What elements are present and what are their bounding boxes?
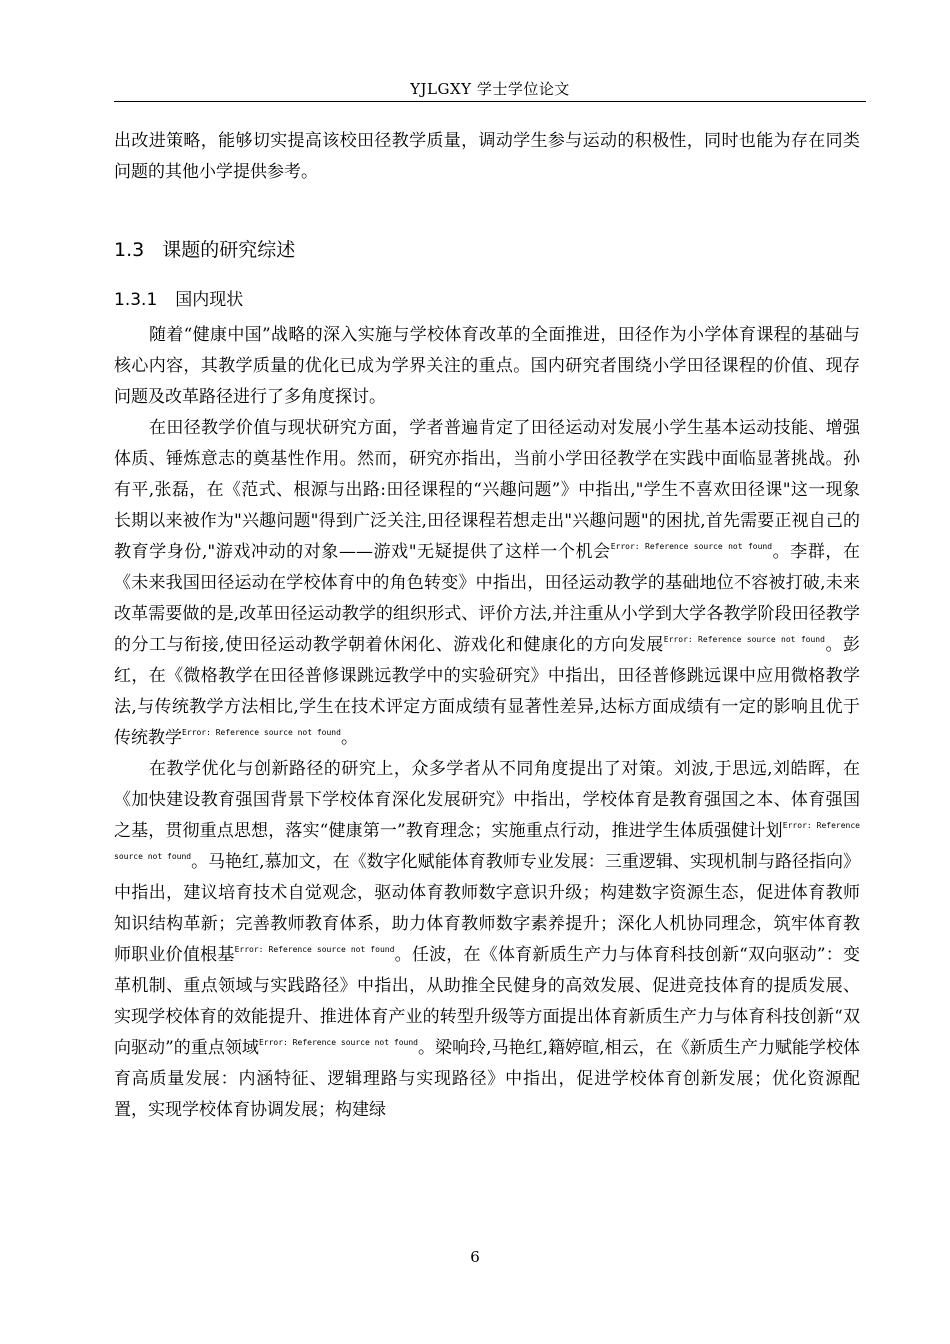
- citation-error-ref: Error: Reference source not found: [610, 542, 773, 551]
- citation-error-ref: Error: Reference source not found: [182, 728, 341, 737]
- paragraph-2: [114, 413, 860, 754]
- paragraph-2-text-3: 。彭红，在《微格教学在田径普修课跳远教学中的实验研究》中指出，田径普修跳远课中应用微格教学法,与传统教学方法相比,学生在技术评定方面成绩有显著性差异,达标方面成绩有一定的影响且优于传统教学: [114, 635, 861, 748]
- citation-error-ref: Error: Reference source not found: [258, 1038, 418, 1047]
- paragraph-3-text-3: 。任波，在《体育新质生产力与体育科技创新“双向驱动”：变革机制、重点领域与实践路径》中指出，从助推全民健身的高效发展、促进竞技体育的提质发展、实现学校体育的效能提升、推进体育产业的转型升级等方面提出体育新质生产力与体育科技创新“双向驱动”的重点领域: [114, 945, 861, 1058]
- section-heading: [114, 230, 860, 270]
- paragraph-3-text-1: 在教学优化与创新路径的研究上，众多学者从不同角度提出了对策。刘波,于思远,刘皓晖，在《加快建设教育强国背景下学校体育深化发展研究》中指出，学校体育是教育强国之本、体育强国之基，贯彻重点思想，落实“健康第一”教育理念；实施重点行动，推进学生体质强健计划: [114, 759, 860, 841]
- section-title: 课题的研究综述: [162, 239, 296, 261]
- subsection-title: 国内现状: [175, 290, 244, 310]
- intro-paragraph: 出改进策略，能够切实提高该校田径教学质量，调动学生参与运动的积极性，同时也能为存在同类问题的其他小学提供参考。: [114, 131, 860, 182]
- subsection-heading: [114, 282, 860, 318]
- paragraph-3-text-4: 。梁响玲,马艳红,籍婷暄,相云，在《新质生产力赋能学校体育高质量发展：内涵特征、逻辑理路与实现路径》中指出，促进学校体育创新发展；优化资源配置，实现学校体育协调发展；构建绿: [114, 1038, 860, 1120]
- running-header: YJLGXY 学士学位论文: [410, 80, 570, 98]
- citation-error-ref: Error: Reference source not found: [234, 945, 395, 954]
- paragraph-2-text-2: 。李群，在《未来我国田径运动在学校体育中的角色转变》中指出，田径运动教学的基础地位不容被打破,未来改革需要做的是,改革田径运动教学的组织形式、评价方法,并注重从小学到大学各教学阶段田径教学的分工与衔接,使田径运动教学朝着休闲化、游戏化和健康化的方向发展: [114, 542, 861, 655]
- section-number: 1.3: [114, 239, 145, 261]
- paragraph-1: 随着“健康中国”战略的深入实施与学校体育改革的全面推进，田径作为小学体育课程的基础与核心内容，其教学质量的优化已成为学界关注的重点。国内研究者围绕小学田径课程的价值、现存问题及改革路径进行了多角度探讨。: [114, 325, 860, 407]
- page-body: [114, 126, 860, 1126]
- citation-error-ref: Error: Reference source not found: [663, 635, 825, 644]
- paragraph-2-text-1: 在田径教学价值与现状研究方面，学者普遍肯定了田径运动对发展小学生基本运动技能、增强体质、锤炼意志的奠基性作用。然而，研究亦指出，当前小学田径教学在实践中面临显著挑战。孙有平,张磊，在《范式、根源与出路:田径课程的“兴趣问题”》中指出,"学生不喜欢田径课"这一现象长期以来被作为"兴趣问题"得到广泛关注,田径课程若想走出"兴趣问题"的困扰,首先需要正视自己的教育学身份,"游戏冲动的对象——游戏"无疑提供了这样一个机会: [114, 418, 860, 562]
- paragraph-2-text-4: 。: [340, 728, 358, 748]
- page-number: 6: [470, 1248, 480, 1266]
- citation-error-ref: Error: Reference source not found: [114, 821, 860, 861]
- header-rule: [114, 101, 866, 102]
- paragraph-3-text-2: 。马艳红,慕加文，在《数字化赋能体育教师专业发展：三重逻辑、实现机制与路径指向》中指出，建议培育技术自觉观念，驱动体育教师数字意识升级；构建数字资源生态，促进体育教师知识结构革新；完善教师教育体系，助力体育教师数字素养提升；深化人机协同理念，筑牢体育教师职业价值根基: [114, 852, 861, 965]
- paragraph-3: [114, 754, 860, 1126]
- subsection-number: 1.3.1: [114, 290, 158, 310]
